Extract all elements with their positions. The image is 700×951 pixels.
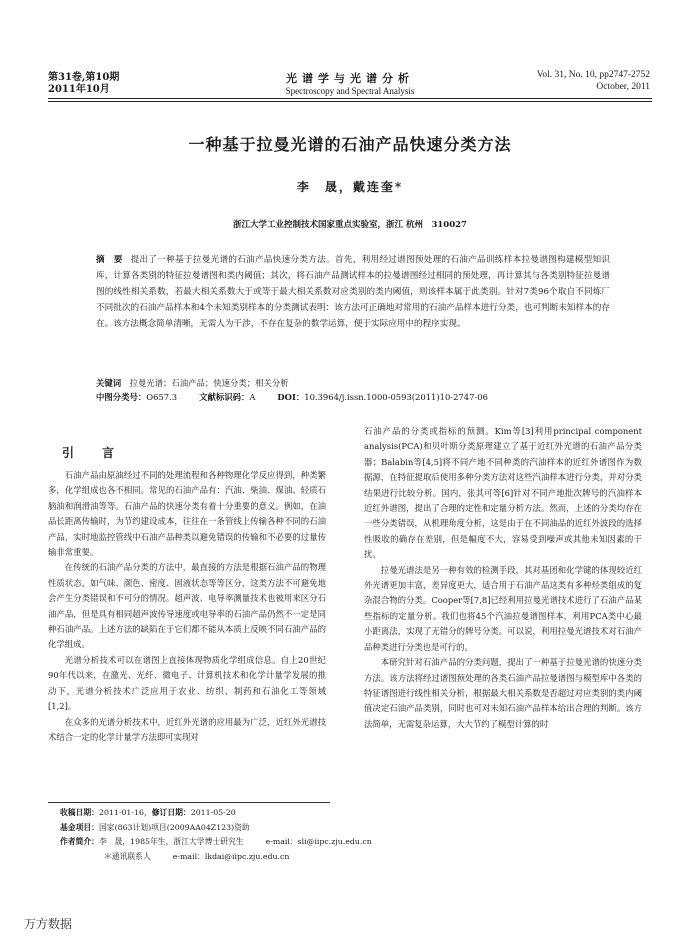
header-volume	[48, 72, 119, 96]
clc-label: 中图分类号：	[96, 392, 147, 402]
footnote-rule	[48, 802, 330, 803]
corresponding-label: ＊通讯联系人	[104, 851, 151, 861]
doc-label: 文献标识码：	[199, 392, 250, 402]
abstract	[96, 252, 610, 332]
keywords-text: 拉曼光谱；石油产品；快速分类；相关分析	[129, 378, 289, 388]
revised-label: 修订日期：	[151, 808, 191, 817]
keywords-label: 关键词	[96, 378, 122, 388]
keywords-block	[96, 376, 610, 404]
doi-value: 10.3964/j.issn.1000-0593(2011)10-2747-06	[304, 392, 488, 402]
date-cn: 2011年10月	[48, 84, 110, 95]
doc-value: A	[249, 392, 256, 402]
abstract-text: 提出了一种基于拉曼光谱的石油产品快速分类方法。首先，利用经过谱图预处理的石油产品训练样本拉曼谱图构建模型知识库，计算各类别的特征拉曼谱图和类内阈值；其次，将石油产品测试样本的拉曼谱图经过相同的预处理，再计算其与各类别特征拉曼谱图的线性相关系数，若最大相关系数大于或等于最大相关系数对应类别的类内阈值，则该样本属于此类别。针对7类96个取自不同炼厂不同批次的石油产品样本和4个未知类别样本的分类测试表明：该方法可正确地对常用的石油产品样本进行分类，也可判断未知样本的存在。该方法概念简单清晰，无需人为干涉，不存在复杂的数学运算，便于实际应用中的程序实现。	[96, 255, 610, 329]
abstract-label: 摘 要	[96, 255, 123, 265]
watermark: 万方数据	[24, 917, 73, 931]
author-email: e-mail：sli@iipc.zju.edu.cn	[265, 837, 372, 847]
footnotes	[60, 806, 660, 864]
footnote-fund	[60, 821, 660, 836]
corresponding-email: e-mail：lkdai@iipc.zju.edu.cn	[172, 851, 290, 861]
fund-label: 基金项目：	[60, 822, 99, 832]
paragraph: 拉曼光谱法是另一种有效的检测手段，其对基团和化学键的体现较近红外光谱更加丰富，差异度更大，适合用于石油产品这类有多种烃类组成的复杂混合物的分类。Cooper等[7,8]已经利用拉曼光谱技术进行了石油产品某些指标的定量分析。我们也将45个汽油拉曼谱图样本，利用PCA类中心最小距离法，实现了无错分的牌号分类。可以说，利用拉曼光谱技术对石油产品种类进行分类也是可行的。	[364, 564, 642, 652]
left-column	[48, 468, 326, 745]
paragraph: 石油产品的分类或指标的预测。Kim等[3]利用principal component analysis(PCA)和贝叶斯分类原理建立了基于近红外光谱的石油产品分类器；Balabin等[4,5]将不同产地不同种类的汽油样本的近红外谱图作为数据源，在特征提取后使用多种分类方法对这些汽油样本进行分类，并对分类结果进行比较分析。国内，张其可等[6]针对不同产地批次牌号的汽油样本近红外谱图，提出了合理的定性和定量分析方法。然而，上述的分类均存在一些分类错误，从机理角度分析，这是由于在不同油品的近红外波段的选择性吸收的确存在差别，但是幅度不大，容易受到噪声或其他未知因素的干扰。	[364, 426, 642, 560]
paragraph: 在传统的石油产品分类的方法中，最直接的方法是根据石油产品的物理性质状态，如气味、颜色、密度、固液状态等等区分，这类方法不可避免地会产生分类错误和不可分的情况。超声波、电导率测量技术也被用来区分石油产品，但是具有相同超声波传导速度或电导率的石油产品仍然不一定是同种石油产品。上述方法的缺陷在于它们都不能从本质上反映不同石油产品的化学组成。	[48, 562, 326, 650]
paragraph: 光谱分析技术可以在谱图上直接体现物质化学组成信息。自上20世纪90年代以来，在激光、光纤、微电子、计算机技术和化学计量学发展的推动下，光谱分析技术广泛应用于农业、纺织、制药和石油化工等领域[1,2]。	[48, 654, 326, 712]
classification-line	[96, 390, 610, 404]
volume-cn: 第31卷,第10期	[48, 72, 120, 83]
doi-label: DOI：	[277, 392, 305, 402]
footnote-dates	[60, 806, 660, 821]
paragraph: 本研究针对石油产品的分类问题，提出了一种基于拉曼光谱的快速分类方法。该方法将经过谱图预处理的各类石油产品拉曼谱图与模型库中各类的特征谱图进行线性相关分析，根据最大相关系数是否超过对应类别的类内阈值决定石油产品类别，同时也可对未知石油产品样本给出合理的判断。该方法简单，无需复杂运算，大大节约了模型计算的时	[364, 657, 642, 729]
author-label: 作者简介：	[60, 837, 99, 847]
header-rule-thick	[48, 98, 652, 99]
received-value: 2011-01-16，	[98, 808, 152, 817]
keywords-line	[96, 376, 610, 390]
affiliation: 浙江大学工业控制技术国家重点实验室，浙江 杭州 310027	[233, 220, 467, 230]
volume-en: Vol. 31, No. 10, pp2747-2752	[536, 70, 650, 80]
header-rule-thin	[48, 101, 652, 102]
header-journal	[230, 70, 470, 96]
paragraph: 在众多的光谱分析技术中，近红外光谱的应用最为广泛，近红外光谱技术结合一定的化学计量学方法即可实现对	[48, 716, 326, 742]
paper-title: 一种基于拉曼光谱的石油产品快速分类方法	[188, 135, 512, 154]
authors: 李 晟，戴连奎*	[296, 180, 404, 194]
author-value: 李 晟，1985年生，浙江大学博士研究生	[98, 837, 244, 847]
received-label: 收稿日期：	[60, 808, 99, 817]
clc-value: O657.3	[146, 392, 178, 402]
revised-value: 2011-05-20	[190, 808, 236, 817]
header-issue	[490, 69, 650, 93]
footnote-author	[60, 835, 660, 850]
paragraph: 石油产品由原油经过不同的处理流程和各种物理化学反应得到，种类繁多，化学组成也各不相同。常见的石油产品有：汽油、柴油、煤油、轻质石脑油和润滑油等等。石油产品的快速分类有着十分重要的意义。例如，在油品长距离传输时，为节约建设成本，往往在一条管线上传输各种不同的石油产品，实时地监控管线中石油产品种类以避免错误的传输和不必要的过量传输非常重要。	[48, 470, 326, 558]
right-column	[364, 424, 642, 732]
date-en: October, 2011	[596, 82, 650, 92]
fund-value: 国家(863计划)项目(2009AA04Z123)资助	[98, 822, 250, 832]
journal-name-cn: 光谱学与光谱分析	[286, 72, 414, 85]
journal-name-en: Spectroscopy and Spectral Analysis	[285, 86, 415, 96]
footnote-corresponding	[60, 850, 660, 865]
section-heading-intro: 引 言	[62, 446, 123, 460]
